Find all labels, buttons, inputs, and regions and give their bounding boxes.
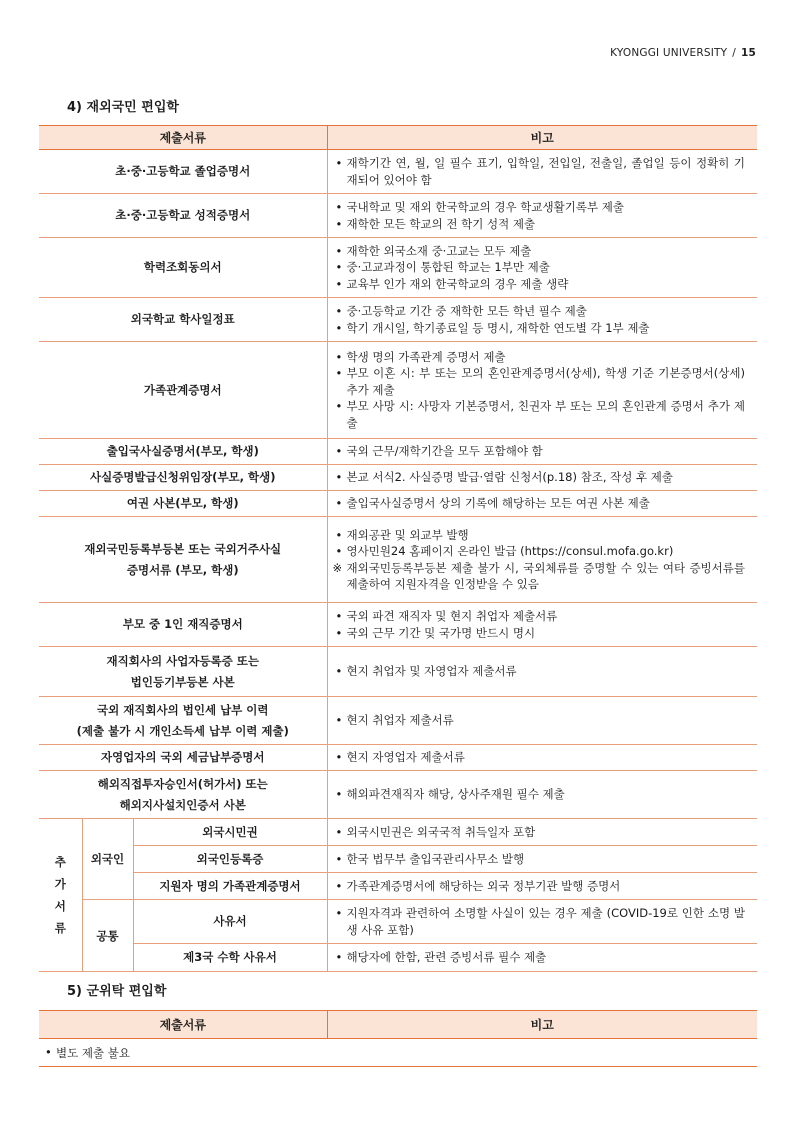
table-row [39, 647, 757, 697]
document-name-line: 국외 재직회사의 법인세 납부 이력 [96, 702, 269, 717]
document-name-line: 해외지사설치인증서 사본 [119, 797, 246, 812]
document-name [39, 517, 327, 603]
note-item: • 재학한 외국소재 중·고교는 모두 제출 [334, 243, 746, 260]
document-name: 제3국 수학 사유서 [133, 944, 327, 972]
note-item: • 중·고교과정이 통합된 학교는 1부만 제출 [334, 259, 746, 276]
note-item: • 재학한 모든 학교의 전 학기 성적 제출 [334, 216, 746, 233]
document-name: 초·중·고등학교 성적증명서 [39, 194, 327, 238]
table-row [39, 819, 757, 846]
label-char: 서 [54, 899, 66, 913]
document-name-line: 해외직접투자승인서(허가서) 또는 [97, 776, 268, 791]
document-name: 여권 사본(부모, 학생) [39, 491, 327, 517]
table-row [39, 298, 757, 342]
note-item: • 영사민원24 홈페이지 온라인 발급 (https://consul.mofa.go.kr) [334, 543, 746, 560]
page-number: 15 [740, 47, 756, 59]
column-header-documents: 제출서류 [39, 1011, 327, 1039]
note-item: • 국내학교 및 재외 한국학교의 경우 학교생활기록부 제출 [334, 199, 746, 216]
note-item: • 가족관계증명서에 해당하는 외국 정부기관 발행 증명서 [334, 878, 746, 895]
table-row [39, 900, 757, 944]
document-name: 학력조회동의서 [39, 238, 327, 298]
military-documents-table [39, 1010, 757, 1067]
note-item: • 본교 서식2. 사실증명 발급·열람 신청서(p.18) 참조, 작성 후 제출 [334, 469, 746, 486]
document-name [39, 771, 327, 819]
foreigner-group-label: 외국인 [82, 819, 133, 900]
table-row [39, 150, 757, 194]
label-char: 가 [54, 877, 66, 891]
page-header [610, 47, 756, 59]
column-header-notes: 비고 [327, 1011, 757, 1039]
table-row [39, 697, 757, 745]
document-name-line: 법인등기부등본 사본 [130, 674, 235, 689]
overseas-documents-table [39, 125, 757, 972]
university-name: KYONGGI UNIVERSITY [610, 47, 728, 59]
table-row [39, 465, 757, 491]
note-item: • 중·고등학교 기간 중 재학한 모든 학년 필수 제출 [334, 303, 746, 320]
section-4-title: 4) 재외국민 편입학 [67, 100, 179, 115]
label-char: 류 [54, 921, 66, 935]
document-name-line: (제출 불가 시 개인소득세 납부 이력 제출) [76, 723, 289, 738]
document-name: 외국인등록증 [133, 846, 327, 873]
table-row [39, 491, 757, 517]
document-name: 가족관계증명서 [39, 342, 327, 439]
additional-documents-label [39, 819, 82, 972]
note-item: • 해외파견재직자 해당, 상사주재원 필수 제출 [334, 786, 746, 803]
document-name-line: 재외국민등록부등본 또는 국외거주사실 [84, 541, 282, 556]
column-header-notes: 비고 [327, 126, 757, 150]
column-header-documents: 제출서류 [39, 126, 327, 150]
document-name: 사실증명발급신청위임장(부모, 학생) [39, 465, 327, 491]
note-item: • 학생 명의 가족관계 증명서 제출 [334, 349, 746, 366]
label-char: 추 [54, 855, 66, 869]
table-row [39, 944, 757, 972]
document-name: 자영업자의 국외 세금납부증명서 [39, 745, 327, 771]
note-item: • 국외 근무 기간 및 국가명 반드시 명시 [334, 625, 746, 642]
note-item: • 출입국사실증명서 상의 기록에 해당하는 모든 여권 사본 제출 [334, 495, 746, 512]
reference-note: ※ 재외국민등록부등본 제출 불가 시, 국외체류를 증명할 수 있는 여타 증빙서류를 제출하여 지원자격을 인정받을 수 있음 [334, 560, 746, 593]
document-name: 초·중·고등학교 졸업증명서 [39, 150, 327, 194]
document-name: 부모 중 1인 재직증명서 [39, 603, 327, 647]
table-row [39, 342, 757, 439]
note-item: • 현지 취업자 제출서류 [334, 712, 746, 729]
note-item: • 현지 자영업자 제출서류 [334, 749, 746, 766]
note-item: • 국외 파견 재직자 및 현지 취업자 제출서류 [334, 608, 746, 625]
document-name: 외국시민권 [133, 819, 327, 846]
table-row [39, 194, 757, 238]
document-name: 외국학교 학사일정표 [39, 298, 327, 342]
note-item: • 교육부 인가 재외 한국학교의 경우 제출 생략 [334, 276, 746, 293]
document-name: 사유서 [133, 900, 327, 944]
table-row [39, 1039, 757, 1067]
table-row [39, 745, 757, 771]
note-item: • 현지 취업자 및 자영업자 제출서류 [334, 663, 746, 680]
table-row [39, 846, 757, 873]
document-name: 지원자 명의 가족관계증명서 [133, 873, 327, 900]
note-item: • 재외공관 및 외교부 발행 [334, 527, 746, 544]
note-item: • 부모 사망 시: 사망자 기본증명서, 친권자 부 또는 모의 혼인관계 증명서 추가 제출 [334, 398, 746, 431]
document-name: 출입국사실증명서(부모, 학생) [39, 439, 327, 465]
note-item: • 국외 근무/재학기간을 모두 포함해야 함 [334, 443, 746, 460]
note-item: • 한국 법무부 출입국관리사무소 발행 [334, 851, 746, 868]
document-name [39, 647, 327, 697]
header-separator: / [732, 47, 736, 59]
table-row [39, 873, 757, 900]
document-name-line: 증명서류 (부모, 학생) [126, 562, 239, 577]
section-5-title: 5) 군위탁 편입학 [67, 984, 167, 999]
table-row [39, 517, 757, 603]
table-row [39, 439, 757, 465]
note-item: • 지원자격과 관련하여 소명할 사실이 있는 경우 제출 (COVID-19로 인한 소명 발생 사유 포함) [334, 905, 746, 938]
document-name-line: 재직회사의 사업자등록증 또는 [106, 653, 259, 668]
note-item: • 부모 이혼 시: 부 또는 모의 혼인관계증명서(상세), 학생 기준 기본증명서(상세) 추가 제출 [334, 365, 746, 398]
table-row [39, 238, 757, 298]
note-item: • 해당자에 한함, 관련 증빙서류 필수 제출 [334, 949, 746, 966]
note-item: • 외국시민권은 외국국적 취득일자 포함 [334, 824, 746, 841]
note-item: • 재학기간 연, 월, 일 필수 표기, 입학일, 전입일, 전출일, 졸업일 등이 정확히 기재되어 있어야 함 [334, 155, 746, 188]
common-group-label: 공통 [82, 900, 133, 972]
table-row [39, 771, 757, 819]
note-item: • 학기 개시일, 학기종료일 등 명시, 재학한 연도별 각 1부 제출 [334, 320, 746, 337]
table-row [39, 603, 757, 647]
note-item: • 별도 제출 불요 [43, 1045, 757, 1061]
document-name [39, 697, 327, 745]
